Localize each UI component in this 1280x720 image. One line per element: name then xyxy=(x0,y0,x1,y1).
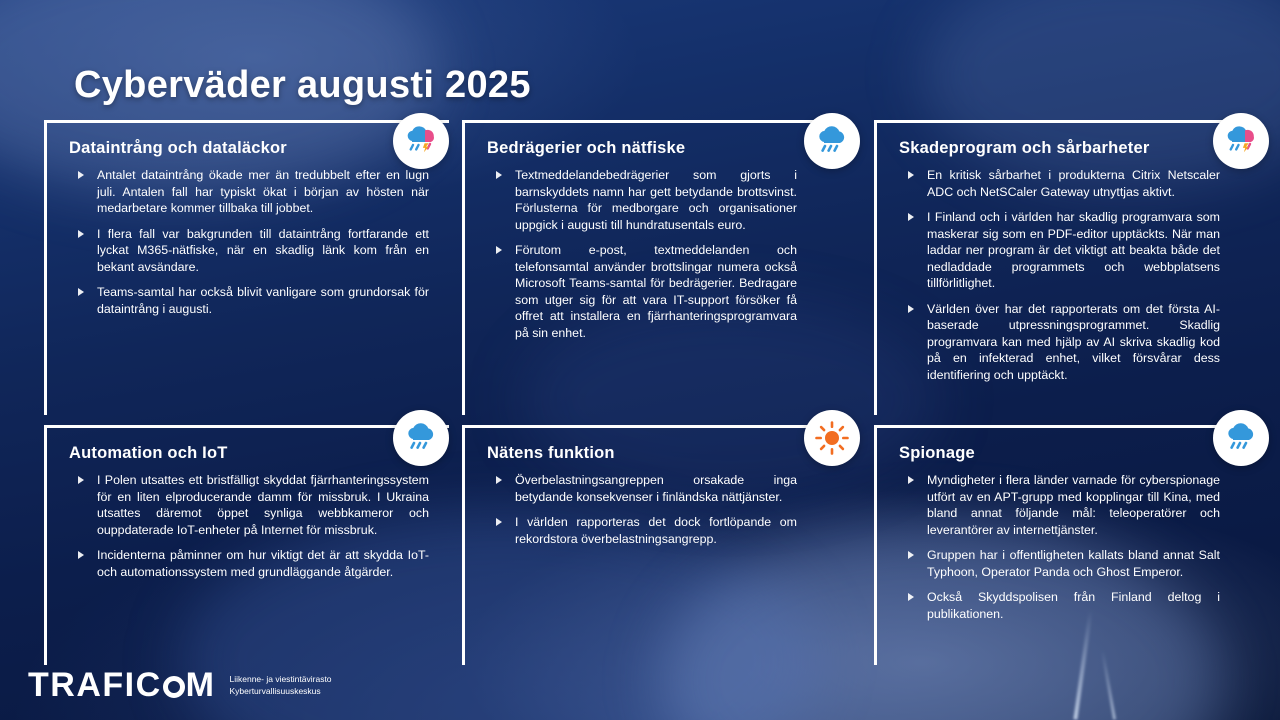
list-item: Incidenterna påminner om hur viktigt det är att skydda IoT- och automationssystem med grundläggande åtgärder. xyxy=(69,547,429,580)
cards-grid xyxy=(44,120,1240,665)
card-title: Spionage xyxy=(899,444,975,462)
rain-thunder-cloud-icon xyxy=(403,124,439,158)
card-title: Bedrägerier och nätfiske xyxy=(487,139,686,157)
list-item: I världen rapporteras det dock fortlöpande om rekordstora överbelastningsangrepp. xyxy=(487,514,797,547)
page-title: Cyberväder augusti 2025 xyxy=(74,64,531,106)
rain-cloud-icon xyxy=(403,421,439,455)
list-item: Antalet dataintrång ökade mer än tredubbelt efter en lugn juli. Antalen fall har typiskt ökat i början av hösten när medarbetare kommer tillbaka till jobbet. xyxy=(69,167,429,217)
list-item: Teams-samtal har också blivit vanligare som grundorsak för dataintrång i augusti. xyxy=(69,284,429,317)
card-bedragerier xyxy=(462,120,817,415)
badge-rain-cloud-3 xyxy=(1213,410,1269,466)
list-item: En kritisk sårbarhet i produkterna Citrix Netscaler ADC och NetSCaler Gateway utnyttjas aktivt. xyxy=(899,167,1220,200)
traficom-logo xyxy=(28,668,332,702)
card-bullet-list xyxy=(69,472,429,580)
card-title: Dataintrång och dataläckor xyxy=(69,139,287,157)
rain-cloud-icon xyxy=(1223,421,1259,455)
card-natens-funktion xyxy=(462,425,817,665)
list-item: Textmeddelandebedrägerier som gjorts i barnskyddets namn har gett betydande brottsvinst. Förlusterna för medborgare och organisationer uppgick i augusti till hundratusentals euro. xyxy=(487,167,797,233)
list-item: I Finland och i världen har skadlig programvara som maskerar sig som en PDF-editor upptäckts. När man laddar ner program är det viktigt att beakta både det nedladdade programmets och webbplatsens tillförlitlighet. xyxy=(899,209,1220,292)
logo-subtitle xyxy=(229,674,331,702)
card-bullet-list xyxy=(899,167,1220,383)
badge-rain-cloud-1 xyxy=(804,113,860,169)
rain-thunder-cloud-icon xyxy=(1223,124,1259,158)
list-item: Myndigheter i flera länder varnade för cyberspionage utfört av en APT-grupp med kopplingar till Kina, med bland annat följande mål: teleoperatörer och leverantörer av internettjänster. xyxy=(899,472,1220,538)
badge-rain-thunder-cloud-2 xyxy=(1213,113,1269,169)
badge-rain-thunder-cloud-1 xyxy=(393,113,449,169)
list-item: I Polen utsattes ett bristfälligt skyddat fjärrhanteringssystem för en liten elproducerande damm för missbruk. I Ukraina utsattes däremot öppet synliga webbkameror och ouppdaterade IoT-enheter på Internet för missbruk. xyxy=(69,472,429,538)
sun-icon xyxy=(814,420,850,456)
card-spionage xyxy=(874,425,1240,665)
card-dataintrang xyxy=(44,120,449,415)
logo-subtitle-line1: Liikenne- ja viestintävirasto xyxy=(229,674,332,685)
card-title: Automation och IoT xyxy=(69,444,228,462)
card-bullet-list xyxy=(899,472,1220,622)
card-bullet-list xyxy=(69,167,429,317)
logo-wordmark-part2: M xyxy=(185,666,216,704)
logo-wordmark xyxy=(28,668,215,702)
badge-rain-cloud-2 xyxy=(393,410,449,466)
logo-subtitle-line2: Kyberturvallisuuskeskus xyxy=(229,685,321,696)
list-item: Förutom e-post, textmeddelanden och telefonsamtal använder brottslingar numera också Microsoft Teams-samtal för bedrägerier. Bedragare som utger sig för att vara IT-support försöker få offret att installera en fjärrhanteringsprogramvara på sin enhet. xyxy=(487,242,797,341)
list-item: Överbelastningsangreppen orsakade inga betydande konsekvenser i finländska nättjänster. xyxy=(487,472,797,505)
card-automation xyxy=(44,425,449,665)
card-skadeprogram xyxy=(874,120,1240,415)
list-item: I flera fall var bakgrunden till dataintrång fortfarande ett lyckat M365-nätfiske, när en skadlig länk kom från en bekant avsändare. xyxy=(69,226,429,276)
list-item: Världen över har det rapporterats om det första AI-baserade utpressningsprogrammet. Skadlig programvara kan med hjälp av AI skriva skadlig kod på en infekterad enhet, vilket försvårar dess identifiering och upptäckt. xyxy=(899,301,1220,384)
list-item: Gruppen har i offentligheten kallats bland annat Salt Typhoon, Operator Panda och Ghost Emperor. xyxy=(899,547,1220,580)
rain-cloud-icon xyxy=(814,124,850,158)
card-title: Nätens funktion xyxy=(487,444,615,462)
card-title: Skadeprogram och sårbarheter xyxy=(899,139,1150,157)
list-item: Också Skyddspolisen från Finland deltog i publikationen. xyxy=(899,589,1220,622)
logo-o-icon xyxy=(163,676,185,698)
card-bullet-list xyxy=(487,472,797,547)
logo-wordmark-part1: TRAFIC xyxy=(28,666,162,704)
badge-sun xyxy=(804,410,860,466)
card-bullet-list xyxy=(487,167,797,341)
